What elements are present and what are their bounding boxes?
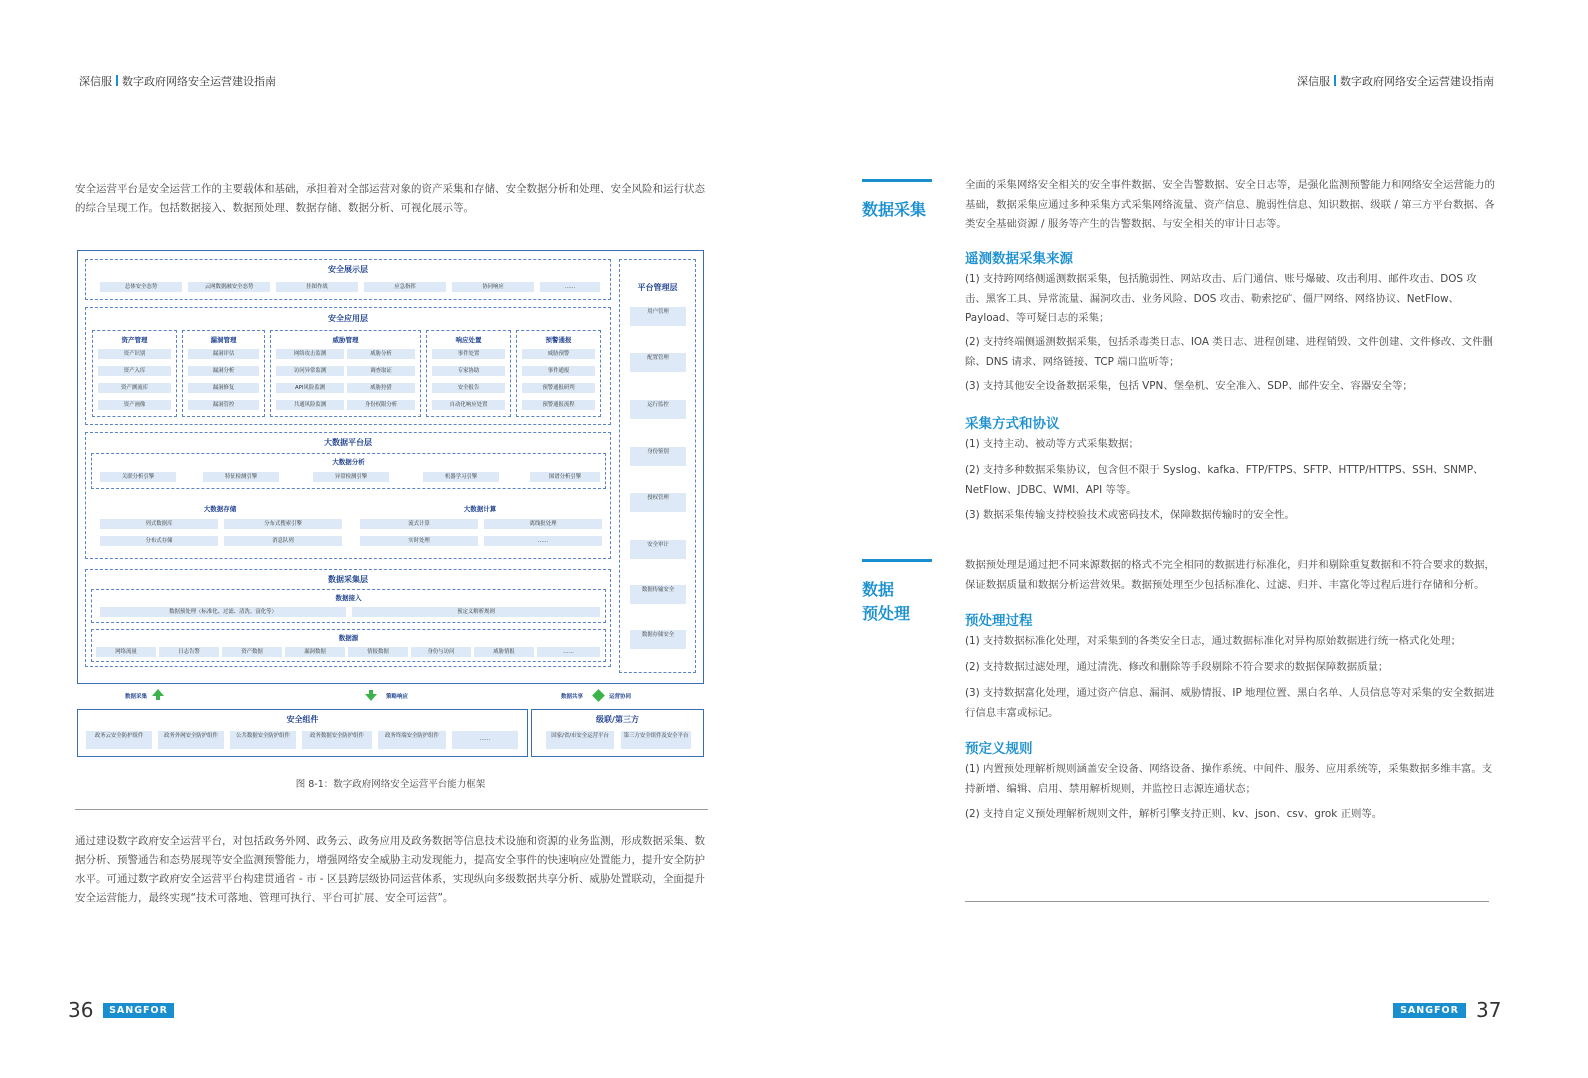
up-arrow-stem-icon (156, 695, 160, 700)
subsection-item: (3) 支持其他安全设备数据采集，包括 VPN、堡垒机、安全准入、SDP、邮件安全、容器安全等； (965, 380, 1413, 392)
cascade-title: 级联/第三方 (596, 715, 639, 724)
section-title: 数据采集 (862, 200, 927, 219)
app-item: 威胁分析 (347, 349, 415, 359)
analysis-item: 图谱分析引擎 (530, 472, 600, 482)
right-divider (965, 901, 1489, 902)
cascade-item: 第三方安全组件及安全平台 (621, 731, 691, 749)
app-item: 安全报告 (432, 383, 505, 393)
app-item: 资产画像 (98, 400, 171, 410)
storage-item: 消息队列 (224, 536, 342, 546)
subsection-title: 预定义规则 (965, 741, 1033, 757)
subsection-title: 遥测数据采集来源 (965, 251, 1073, 267)
access-item: 数据预处理（标准化、过滤、清洗、富化等） (100, 607, 346, 617)
analysis-item: 特征检测引擎 (203, 472, 279, 482)
display-item: 协同响应 (452, 282, 534, 292)
subsection-item: (1) 内置预处理解析规则涵盖安全设备、网络设备、操作系统、中间件、服务、应用系统等，采集数据多维丰富。支持新增、编辑、启用、禁用解析规则，并监控日志源连通状态； (965, 763, 1493, 795)
header-title: 数字政府网络安全运营建设指南 (122, 75, 276, 88)
app-item: 漏洞管控 (188, 400, 259, 410)
components-title: 安全组件 (286, 715, 319, 724)
section-bar (862, 559, 932, 562)
app-item: 事件通报 (522, 366, 595, 376)
sangfor-logo-left: SANGFOR (103, 1003, 174, 1018)
compute-item: 离线批处理 (484, 519, 602, 529)
subsection-item: (1) 支持跨网络侧遥测数据采集，包括脆弱性、网站攻击、后门通信、账号爆破、攻击利用、邮件攻击、DOS 攻击、黑客工具、异常流量、漏洞攻击、业务风险、DOS 攻击、勒索挖矿、僵尸网络、网络协议、NetFlow、Payload、等可疑日志的采集； (965, 273, 1477, 324)
preprocess-intro: 数据预处理是通过把不同来源数据的格式不完全相同的数据进行标准化，归并和剔除重复数据和不符合要求的数据，保证数据质量和数据分析运营效果。数据预处理至少包括标准化、过滤、归并、丰富化等过程后进行存储和分析。 (965, 559, 1495, 591)
cascade-item: 国家/省/市安全运营平台 (546, 731, 614, 749)
app-item: API风险监测 (276, 383, 344, 393)
analysis-item: 机器学习引擎 (423, 472, 499, 482)
mgmt-item: 数据存储安全 (630, 630, 686, 649)
data-source-title: 数据源 (338, 634, 359, 642)
storage-item: 分布式搜索引擎 (224, 519, 342, 529)
component-item: 政务数据安全防护组件 (302, 731, 372, 749)
app-group-title: 预警通报 (545, 336, 572, 344)
header-brand: 深信服 (1297, 75, 1330, 88)
arrow-label: 数据采集 (125, 694, 148, 700)
subsection-item: (3) 支持数据富化处理，通过资产信息、漏洞、威胁情报、IP 地理位置、黑白名单、人员信息等对采集的安全数据进行信息丰富或标记。 (965, 687, 1495, 719)
app-group-title: 漏洞管理 (210, 336, 237, 344)
mgmt-item: 用户管理 (630, 307, 686, 326)
left-divider (75, 809, 708, 810)
collect-layer-title: 数据采集层 (328, 575, 368, 584)
display-item: 云网数据融安全态势 (188, 282, 270, 292)
source-item: 日志告警 (159, 647, 219, 657)
subsection-item: (2) 支持数据过滤处理，通过清洗、修改和删除等手段剔除不符合要求的数据保障数据质量； (965, 661, 1389, 673)
component-item: 政务终端安全防护组件 (378, 731, 446, 749)
mgmt-item: 身份鉴别 (630, 447, 686, 466)
app-item: 威胁预警 (522, 349, 595, 359)
app-item: 身份权限分析 (347, 400, 415, 410)
bidirectional-arrow-icon (592, 689, 605, 702)
component-item: 政务云安全防护组件 (86, 731, 152, 749)
header-title: 数字政府网络安全运营建设指南 (1340, 75, 1494, 88)
app-item: 自动化响应处置 (432, 400, 505, 410)
down-arrow-icon (365, 694, 377, 701)
mgmt-item: 数据传输安全 (630, 585, 686, 604)
bigdata-compute-title: 大数据计算 (463, 505, 497, 513)
platform-mgmt-title: 平台管理层 (637, 283, 678, 292)
source-item: 情报数据 (348, 647, 408, 657)
app-item: 漏洞分析 (188, 366, 259, 376)
app-item: 预警通报研判 (522, 383, 595, 393)
analysis-item: 异常检测引擎 (313, 472, 389, 482)
storage-item: 分布式存储 (100, 536, 218, 546)
app-item: 事件处置 (432, 349, 505, 359)
arrow-label: 运营协同 (609, 694, 632, 700)
app-item: 资产测流库 (98, 383, 171, 393)
mgmt-item: 安全审计 (630, 540, 686, 559)
body-paragraph: 通过建设数字政府安全运营平台，对包括政务外网、政务云、政务应用及政务数据等信息技术设施和资源的业务监测，形成数据采集、数据分析、预警通告和态势展现等安全监测预警能力，增强网络安全威胁主动发现能力，提高安全事件的快速响应处置能力，提升安全防护水平。可通过数字政府安全运营平台构建贯通省 - 市 - 区县跨层级协同运营体系，实现纵向多级数据共享分析、威胁处置联动，全面提升安全运营能力，最终实现“技术可落地、管理可执行、平台可扩展、安全可运营”。 (75, 835, 705, 904)
app-group-title: 响应处置 (455, 336, 482, 344)
app-layer-title: 安全应用层 (328, 314, 368, 323)
compute-item: 实时处理 (360, 536, 478, 546)
source-item: 资产数据 (222, 647, 282, 657)
page-number-left: 36 (68, 998, 94, 1022)
subsection-item: (2) 支持多种数据采集协议，包含但不限于 Syslog、kafka、FTP/FTPS、SFTP、HTTP/HTTPS、SSH、SNMP、NetFlow、JDBC、WMI、API 等等。 (965, 464, 1484, 496)
compute-item: …… (484, 536, 602, 546)
mgmt-item: 授权管理 (630, 493, 686, 512)
source-item: 身份与访问 (411, 647, 471, 657)
access-item: 预定义解析规则 (352, 607, 600, 617)
collection-intro: 全面的采集网络安全相关的安全事件数据、安全告警数据、安全日志等，是强化监测预警能力和网络安全运营能力的基础，数据采集应通过多种采集方式采集网络流量、资产信息、脆弱性信息、知识数据、级联 / 第三方平台数据、各类安全基础资源 / 服务等产生的告警数据、与安全相关的审计日志等。 (965, 179, 1495, 230)
component-item: 政务外网安全防护组件 (158, 731, 224, 749)
subsection-title: 预处理过程 (965, 613, 1033, 629)
data-access-title: 数据接入 (335, 594, 362, 602)
app-item: 资产识别 (98, 349, 171, 359)
component-item: …… (452, 731, 518, 749)
display-item: 挂图作战 (276, 282, 358, 292)
mgmt-item: 配置管理 (630, 353, 686, 372)
app-group-title: 资产管理 (121, 336, 148, 344)
section-bar (862, 179, 932, 182)
app-item: 调查取证 (347, 366, 415, 376)
display-layer-title: 安全展示层 (328, 265, 368, 274)
app-item: 共通风险监测 (276, 400, 344, 410)
subsection-item: (2) 支持自定义预处理解析规则文件，解析引擎支持正则、kv、json、csv、grok 正则等。 (965, 808, 1383, 820)
app-item: 资产入库 (98, 366, 171, 376)
header-brand: 深信服 (79, 75, 112, 88)
source-item: 威胁情报 (474, 647, 534, 657)
bigdata-analysis-title: 大数据分析 (332, 458, 365, 466)
source-item: 漏洞数据 (285, 647, 345, 657)
app-item: 专家协助 (432, 366, 505, 376)
display-item: …… (540, 282, 600, 292)
compute-item: 流式计算 (360, 519, 478, 529)
app-item: 网络攻击监测 (276, 349, 344, 359)
mgmt-item: 运行监控 (630, 400, 686, 419)
subsection-item: (1) 支持主动、被动等方式采集数据； (965, 438, 1139, 450)
sangfor-logo-right: SANGFOR (1393, 1003, 1466, 1018)
section-title-line2: 预处理 (862, 604, 911, 623)
intro-paragraph: 安全运营平台是安全运营工作的主要载体和基础，承担着对全部运营对象的资产采集和存储、安全数据分析和处理、安全风险和运行状态的综合呈现工作。包括数据接入、数据预处理、数据存储、数据分析、可视化展示等。 (75, 183, 705, 214)
bigdata-storage-title: 大数据存储 (203, 505, 237, 513)
app-item: 漏洞评估 (188, 349, 259, 359)
display-item: 应急指挥 (364, 282, 446, 292)
arrow-label: 策略响应 (386, 694, 409, 700)
app-item: 威胁狩猎 (347, 383, 415, 393)
subsection-item: (3) 数据采集传输支持校验技术或密码技术，保障数据传输时的安全性。 (965, 509, 1295, 521)
subsection-title: 采集方式和协议 (965, 416, 1060, 432)
analysis-item: 关联分析引擎 (100, 472, 176, 482)
app-item: 预警通报流程 (522, 400, 595, 410)
display-item: 总体安全态势 (100, 282, 182, 292)
component-item: 公共数据安全防护组件 (230, 731, 296, 749)
subsection-item: (1) 支持数据标准化处理，对采集到的各类安全日志，通过数据标准化对异构原始数据进行统一格式化处理； (965, 635, 1461, 647)
source-item: …… (537, 647, 600, 657)
app-item: 访问异常监测 (276, 366, 344, 376)
subsection-item: (2) 支持终端侧遥测数据采集，包括杀毒类日志、IOA 类日志、进程创建、进程销毁、文件创建、文件修改、文件删除、DNS 请求、网络链接、TCP 端口监听等； (965, 336, 1493, 368)
bigdata-layer-title: 大数据平台层 (324, 438, 372, 447)
app-group-title: 威胁管理 (332, 336, 359, 344)
storage-item: 列式数据库 (100, 519, 218, 529)
page-number-right: 37 (1476, 998, 1502, 1022)
section-title: 数据 (862, 580, 895, 599)
arrow-label: 数据共享 (561, 694, 584, 700)
app-item: 漏洞修复 (188, 383, 259, 393)
source-item: 网络流量 (96, 647, 156, 657)
figure-caption: 图 8-1：数字政府网络安全运营平台能力框架 (295, 779, 486, 790)
